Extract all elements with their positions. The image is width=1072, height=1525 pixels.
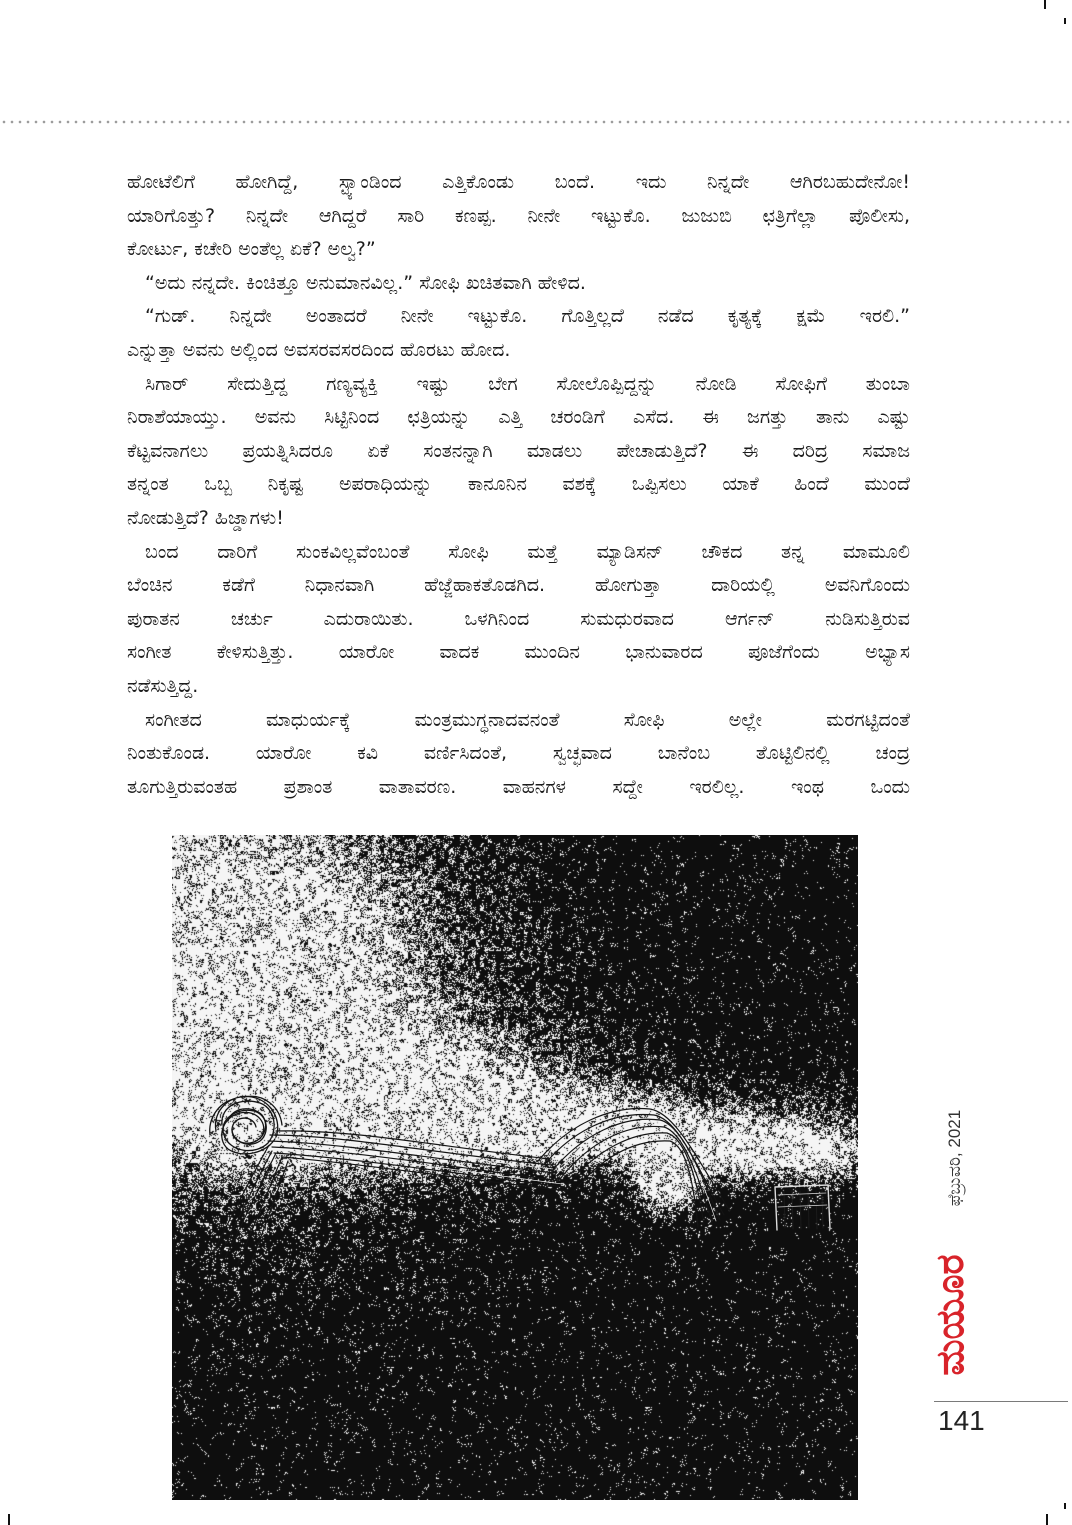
text-line: ಸಂಗೀತ ಕೇಳಿಸುತ್ತಿತ್ತು. ಯಾರೋ ವಾದಕ ಮುಂದಿನ ಭಾನುವಾರದ ಪೂಜೆಗೆಂದು ಅಭ್ಯಾಸ <box>127 641 910 664</box>
paragraph <box>127 704 910 805</box>
page-number: 141 <box>938 1405 985 1436</box>
paragraph <box>127 267 910 301</box>
crop-mark <box>1046 1514 1048 1525</box>
text-line: ನಡೆಸುತ್ತಿದ್ದ. <box>127 674 199 697</box>
text-line: ಹೋಟೆಲಿಗೆ ಹೋಗಿದ್ದೆ, ಸ್ಟ್ಯಾಂಡಿಂದ ಎತ್ತಿಕೊಂಡು ಬಂದೆ. ಇದು ನಿನ್ನದೇ ಆಗಿರಬಹುದೇನೋ! <box>127 171 910 193</box>
text-line: “ಅದು ನನ್ನದೇ. ಕಿಂಚಿತ್ತೂ ಅನುಮಾನವಿಲ್ಲ.” ಸೋಫಿ ಖಚಿತವಾಗಿ ಹೇಳಿದ. <box>145 271 586 294</box>
paragraph <box>127 166 910 267</box>
issue-date: ಫೆಬ್ರುವರಿ, 2021 <box>945 1109 964 1207</box>
crop-mark <box>1064 1503 1066 1509</box>
header-dotted-rule <box>0 120 1072 124</box>
text-line: ನೋಡುತ್ತಿದೆ? ಹಿಜ್ಡಾಗಳು! <box>127 506 284 529</box>
magazine-logo: ಮಯೂರ <box>928 1254 972 1376</box>
paragraph <box>127 536 910 704</box>
figure-head <box>210 1096 282 1154</box>
text-line: ಸಿಗಾರ್ ಸೇದುತ್ತಿದ್ದ ಗಣ್ಯವ್ಯಕ್ತಿ ಇಷ್ಟು ಬೇಗ ಸೋಲೊಪ್ಪಿದ್ದನ್ನು ನೋಡಿ ಸೋಫಿಗೆ ತುಂಬಾ <box>145 372 910 395</box>
text-line: ತೂಗುತ್ತಿರುವಂತಹ ಪ್ರಶಾಂತ ವಾತಾವರಣ. ವಾಹನಗಳ ಸದ್ದೇ ಇರಲಿಲ್ಲ. ಇಂಥ ಒಂದು <box>127 775 910 798</box>
text-line: “ಗುಡ್. ನಿನ್ನದೇ ಅಂತಾದರೆ ನೀನೇ ಇಟ್ಟುಕೊ. ಗೊತ್ತಿಲ್ಲದೆ ನಡೆದ ಕೃತ್ಯಕ್ಕೆ ಕ್ಷಮೆ ಇರಲಿ.” <box>145 305 910 328</box>
text-line: ಯಾರಿಗೊತ್ತು? ನಿನ್ನದೇ ಆಗಿದ್ದರೆ ಸಾರಿ ಕಣಪ್ಪ. ನೀನೇ ಇಟ್ಟುಕೊ. ಜುಜುಬಿ ಛತ್ರಿಗೆಲ್ಲಾ ಪೊಲೀಸು, <box>127 204 910 227</box>
text-line: ಪುರಾತನ ಚರ್ಚು ಎದುರಾಯಿತು. ಒಳಗಿನಿಂದ ಸುಮಧುರವಾದ ಆರ್ಗನ್ ನುಡಿಸುತ್ತಿರುವ <box>127 607 910 630</box>
paragraph <box>127 368 910 536</box>
text-line: ನಿರಾಶೆಯಾಯ್ತು. ಅವನು ಸಿಟ್ಟಿನಿಂದ ಛತ್ರಿಯನ್ನು ಎತ್ತಿ ಚರಂಡಿಗೆ ಎಸೆದ. ಈ ಜಗತ್ತು ತಾನು ಎಷ್ಟು <box>127 406 910 429</box>
crop-mark <box>8 1514 10 1525</box>
folio-rule <box>934 1401 1068 1402</box>
text-line: ಬೆಂಚಿನ ಕಡೆಗೆ ನಿಧಾನವಾಗಿ ಹೆಜ್ಜೆಹಾಕತೊಡಗಿದ. ಹೋಗುತ್ತಾ ದಾರಿಯಲ್ಲಿ ಅವನಿಗೊಂದು <box>127 574 910 597</box>
bench-end <box>775 1185 830 1230</box>
text-line: ಕೆಟ್ಟವನಾಗಲು ಪ್ರಯತ್ನಿಸಿದರೂ ಏಕೆ ಸಂತನನ್ನಾಗಿ ಮಾಡಲು ಪೇಚಾಡುತ್ತಿದೆ? ಈ ದರಿದ್ರ ಸಮಾಜ <box>127 439 910 462</box>
text-line: ಕೋರ್ಟು, ಕಚೇರಿ ಅಂತೆಲ್ಲ ಏಕೆ? ಅಲ್ವ?” <box>127 238 376 261</box>
article-body <box>127 166 910 804</box>
text-line: ಸಂಗೀತದ ಮಾಧುರ್ಯಕ್ಕೆ ಮಂತ್ರಮುಗ್ಧನಾದವನಂತೆ ಸೋಫಿ ಅಲ್ಲೇ ಮರಗಟ್ಟಿದಂತೆ <box>145 708 910 731</box>
text-line: ಬಂದ ದಾರಿಗೆ ಸುಂಕವಿಲ್ಲವೆಂಬಂತೆ ಸೋಫಿ ಮತ್ತೆ ಮ್ಯಾಡಿಸನ್ ಚೌಕದ ತನ್ನ ಮಾಮೂಲಿ <box>145 540 910 563</box>
figure-arm <box>212 1147 288 1265</box>
figure-legs <box>538 1108 730 1227</box>
text-line: ನಿಂತುಕೊಂಡ. ಯಾರೋ ಕವಿ ವರ್ಣಿಸಿದಂತೆ, ಸ್ವಚ್ಛವಾದ ಬಾನೆಂಬ ತೊಟ್ಟಿಲಿನಲ್ಲಿ ಚಂದ್ರ <box>127 742 910 765</box>
story-illustration <box>172 835 858 1500</box>
paragraph <box>127 300 910 367</box>
sleeping-figure <box>210 1096 730 1265</box>
figure-drawing <box>172 835 858 1500</box>
crop-mark <box>1064 18 1066 24</box>
text-line: ತನ್ನಂತ ಒಬ್ಬ ನಿಕೃಷ್ಟ ಅಪರಾಧಿಯನ್ನು ಕಾನೂನಿನ ವಶಕ್ಕೆ ಒಪ್ಪಿಸಲು ಯಾಕೆ ಹಿಂದೆ ಮುಂದೆ <box>127 473 910 496</box>
text-line: ಎನ್ನುತ್ತಾ ಅವನು ಅಲ್ಲಿಂದ ಅವಸರವಸರದಿಂದ ಹೊರಟು ಹೋದ. <box>127 338 511 361</box>
crop-mark <box>1044 0 1046 9</box>
